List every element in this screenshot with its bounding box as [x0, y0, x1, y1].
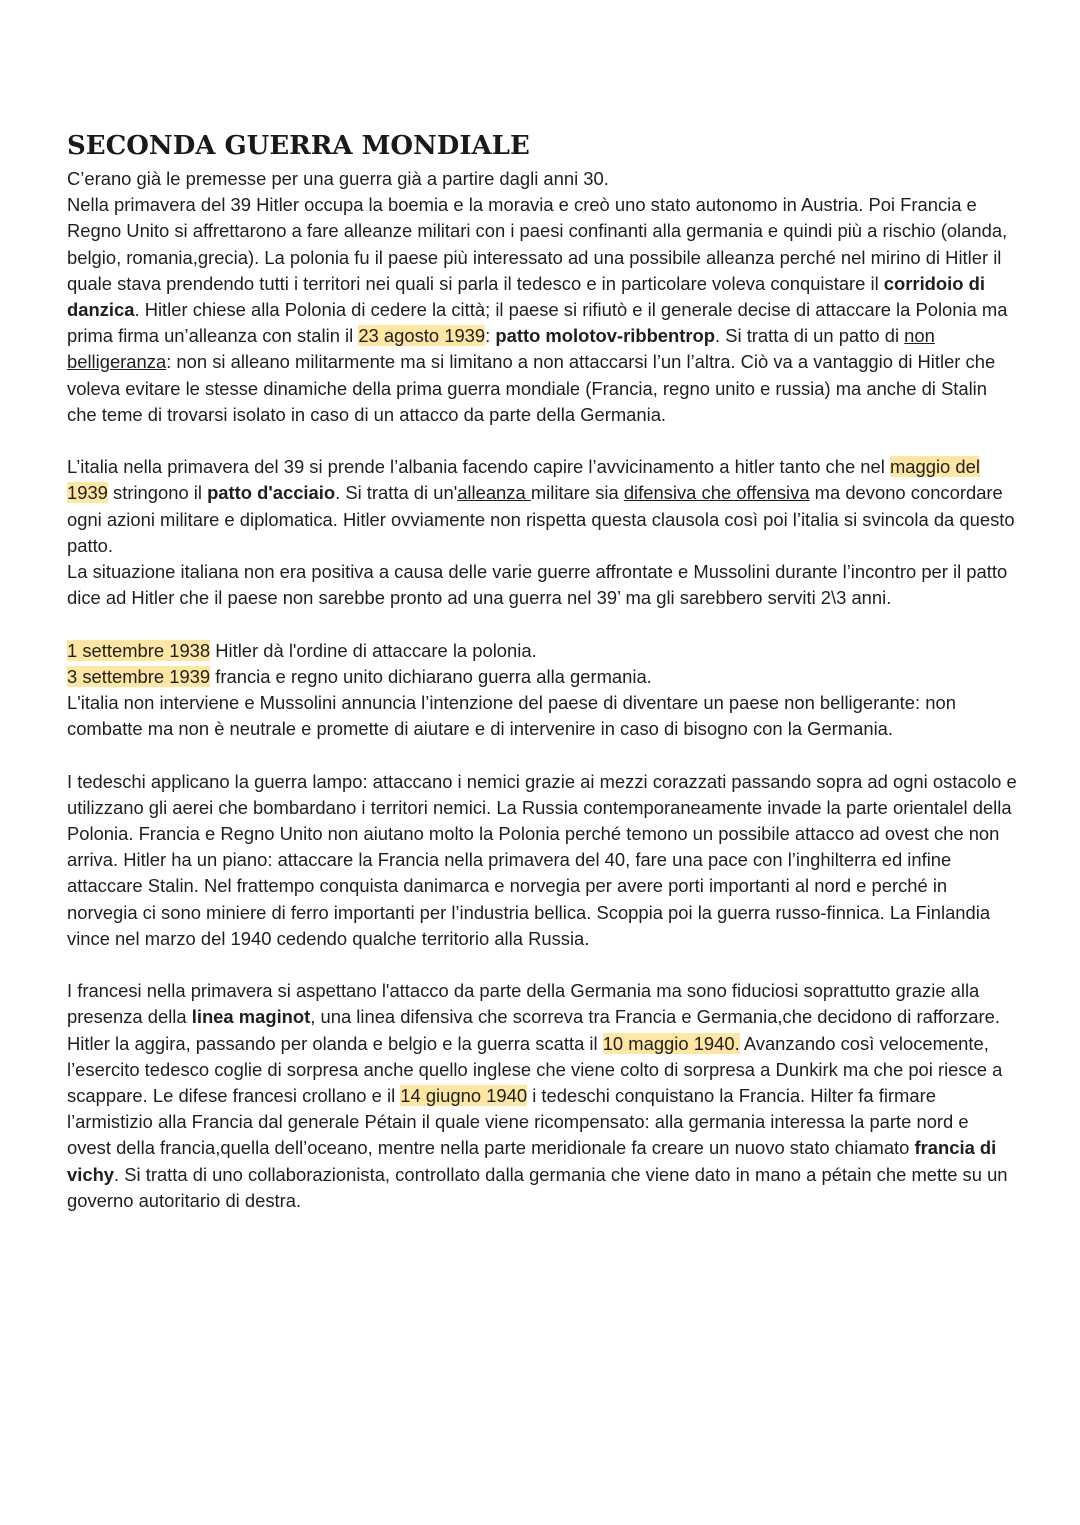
document-body: [67, 128, 1017, 1214]
highlighted-date: maggio del 1939: [67, 456, 980, 504]
text-run: La situazione italiana non era positiva a causa delle varie guerre affrontate e Mussolini durante l’incontro per il patto dice ad Hitler che il paese non sarebbe pronto ad una guerra nel 39’ ma gli sarebbero serviti 2\3 anni.: [67, 561, 1008, 609]
highlighted-date: 1 settembre 1938: [67, 639, 211, 661]
bold-term: patto molotov-ribbentrop: [495, 325, 716, 347]
paragraph-spacer: [67, 742, 1017, 768]
text-run: ma devono concordare ogni azioni militare e diplomatica. Hitler ovviamente non rispetta questa clausola così poi l’italia si svincola da questo patto.: [67, 482, 1015, 556]
text-run: Nella primavera del 39 Hitler occupa la boemia e la moravia e creò uno stato autonomo in Austria. Poi Francia e Regno Unito si affrettarono a fare alleanze militari con i paesi confinanti alla germania e quindi più a rischio (olanda, belgio, romania,grecia). La polonia fu il paese più interessato ad una possibile alleanza perché nel mirino di Hitler il quale stava prendendo tutti i territori nei quali si parla il tedesco e in particolare voleva conquistare il: [67, 194, 1008, 294]
underlined-term: difensiva che offensiva: [623, 482, 810, 504]
text-run: Hitler dà l'ordine di attaccare la polonia.: [210, 639, 537, 661]
text-run: : non si alleano militarmente ma si limitano a non attaccarsi l’un l’altra. Ciò va a vantaggio di Hitler che voleva evitare le stesse dinamiche della prima guerra mondiale (Francia, regno unito e russia) ma anche di Stalin che teme di trovarsi isolato in caso di un attacco da parte della Germania.: [67, 351, 996, 425]
underlined-term: non belligeranza: [67, 325, 935, 373]
text-run: . Si tratta di uno collaborazionista, controllato dalla germania che viene dato in mano a pétain che mette su un governo autoritario di destra.: [67, 1163, 1008, 1211]
text-run: francia e regno unito dichiarano guerra alla germania.: [210, 665, 652, 687]
paragraph-list: [67, 166, 1017, 1214]
highlighted-date: 23 agosto 1939: [358, 325, 486, 347]
bold-term: patto d'acciaio: [207, 482, 336, 504]
bold-term: francia di vichy: [67, 1137, 997, 1185]
paragraph: [67, 454, 1017, 559]
paragraph: [67, 769, 1017, 952]
text-run: i tedeschi conquistano la Francia. Hilter fa firmare l’armistizio alla Francia dal generale Pétain il quale viene ricompensato: alla germania interessa la parte nord e ovest della francia,quella dell’oceano, mentre nella parte meridionale fa creare un nuovo stato chiamato: [67, 1085, 969, 1159]
text-run: L’italia nella primavera del 39 si prende l’albania facendo capire l’avvicinamento a hitler tanto che nel: [67, 456, 890, 478]
paragraph: [67, 978, 1017, 1214]
text-run: L'italia non interviene e Mussolini annuncia l’intenzione del paese di diventare un paese non belligerante: non combatte ma non è neutrale e promette di aiutare e di intervenire in caso di bisogno con la Germania.: [67, 692, 956, 740]
paragraph: [67, 166, 1017, 192]
underlined-term: alleanza: [457, 482, 531, 504]
highlighted-date: 14 giugno 1940: [400, 1085, 528, 1107]
text-run: I tedeschi applicano la guerra lampo: attaccano i nemici grazie ai mezzi corazzati passando sopra ad ogni ostacolo e utilizzano gli aerei che bombardano i territori nemici. La Russia contemporaneamente invade la parte orientalel della Polonia. Francia e Regno Unito non aiutano molto la Polonia perché temono un possibile attacco ad ovest che non arriva. Hitler ha un piano: attaccare la Francia nella primavera del 40, fare una pace con l’inghilterra ed infine attaccare Stalin. Nel frattempo conquista danimarca e norvegia per avere porti importanti al nord e perché in norvegia ci sono miniere di ferro importanti per l’industria bellica. Scoppia poi la guerra russo-finnica. La Finlandia vince nel marzo del 1940 cedendo qualche territorio alla Russia.: [67, 770, 1017, 949]
paragraph: [67, 664, 1017, 690]
text-run: :: [485, 325, 496, 347]
paragraph: [67, 638, 1017, 664]
text-run: militare sia: [530, 482, 624, 504]
text-run: . Hitler chiese alla Polonia di cedere la città; il paese si rifiutò e il generale decise di attaccare la Polonia ma prima firma un’alleanza con stalin il: [67, 299, 1008, 347]
text-run: . Si tratta di un patto di: [715, 325, 905, 347]
bold-term: linea maginot: [191, 1006, 311, 1028]
text-run: . Si tratta di un': [335, 482, 458, 504]
paragraph-spacer: [67, 611, 1017, 637]
text-run: stringono il: [107, 482, 208, 504]
paragraph-spacer: [67, 428, 1017, 454]
paragraph: [67, 559, 1017, 611]
text-run: , una linea difensiva che scorreva tra Francia e Germania,che decidono di rafforzare. Hitler la aggira, passando per olanda e belgio e la guerra scatta il: [67, 1006, 1000, 1054]
document-title: SECONDA GUERRA MONDIALE: [67, 131, 530, 161]
bold-term: corridoio di danzica: [67, 272, 985, 321]
highlighted-date: 3 settembre 1939: [67, 665, 211, 687]
text-run: I francesi nella primavera si aspettano l'attacco da parte della Germania ma sono fiduciosi soprattutto grazie alla presenza della: [67, 980, 980, 1028]
paragraph: [67, 192, 1017, 428]
paragraph-spacer: [67, 952, 1017, 978]
text-run: C’erano già le premesse per una guerra già a partire dagli anni 30.: [67, 168, 609, 189]
highlighted-date: 10 maggio 1940.: [602, 1032, 740, 1054]
text-run: Avanzando così velocemente, l’esercito tedesco coglie di sorpresa anche quello inglese che viene colto di sorpresa a Dunkirk ma che poi riesce a scappare. Le difese francesi crollano e il: [67, 1032, 1003, 1107]
paragraph: [67, 690, 1017, 742]
